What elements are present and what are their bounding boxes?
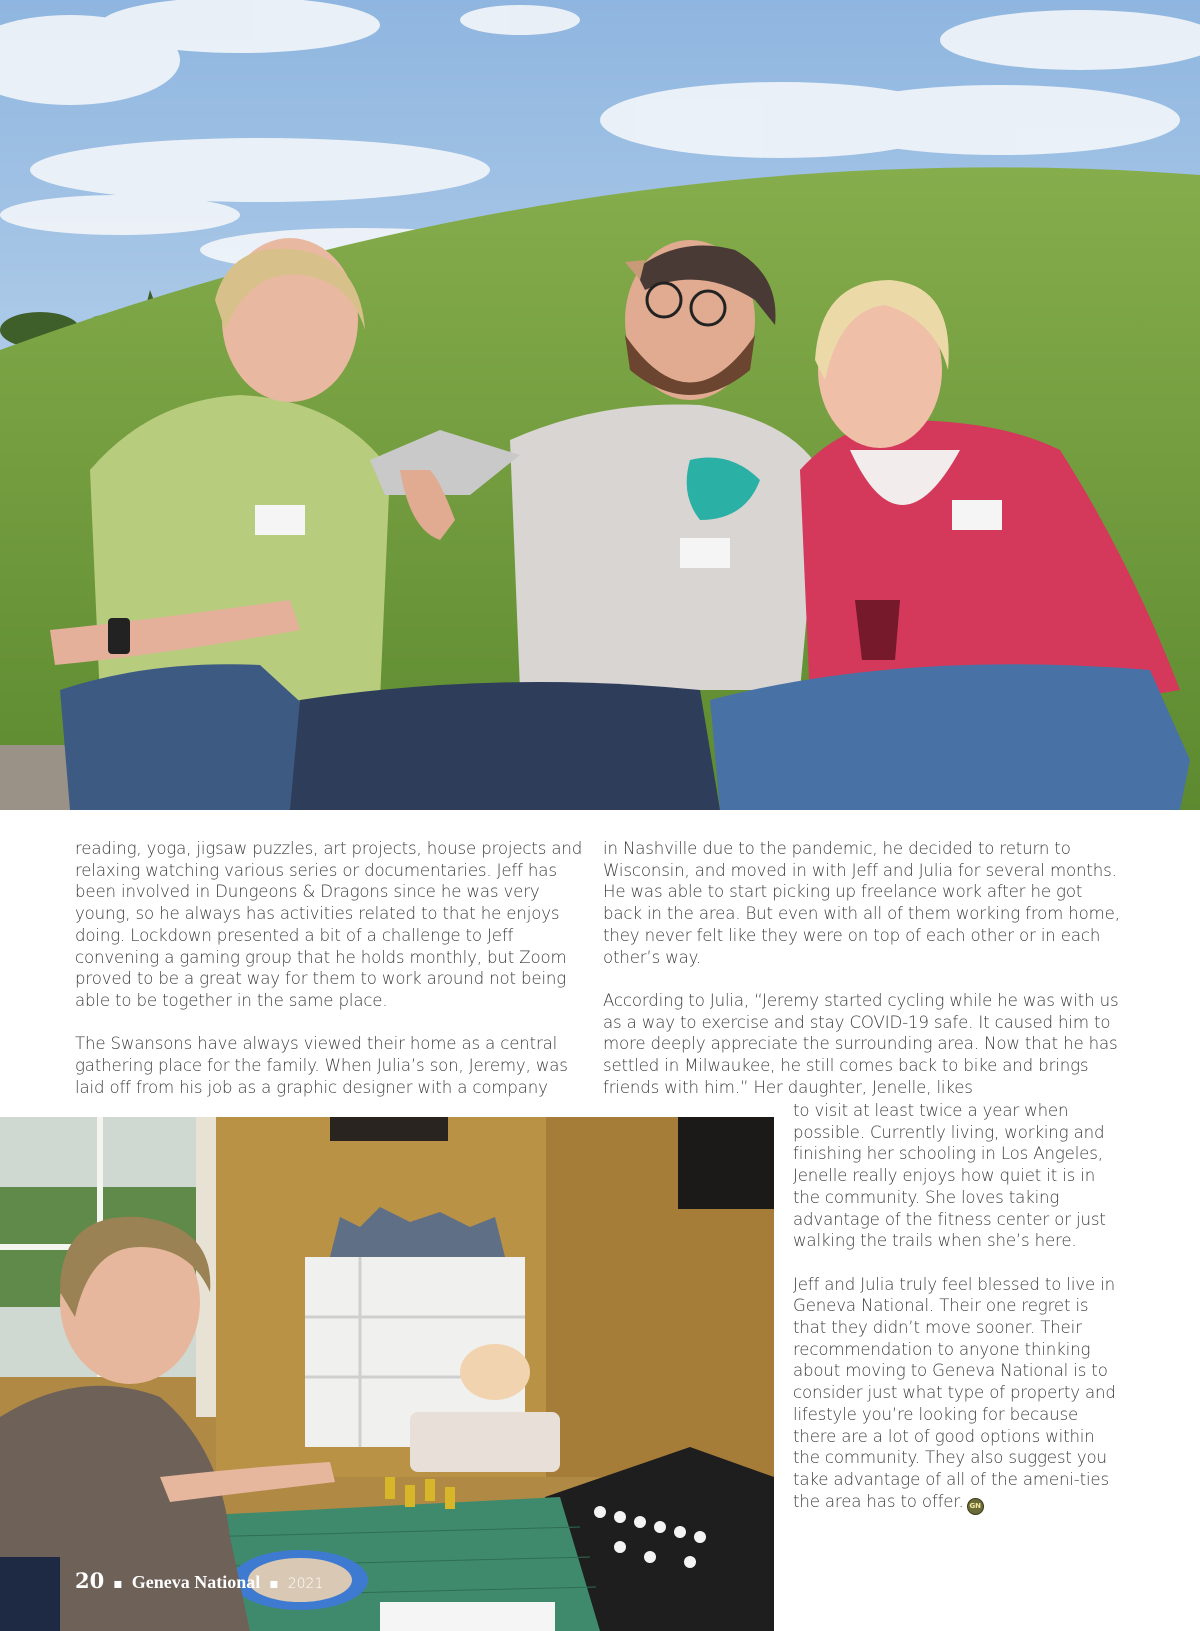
- magazine-name: Geneva National: [131, 1572, 261, 1592]
- bottom-photo: [0, 1117, 774, 1631]
- article-paragraph-final: [793, 1274, 1118, 1515]
- page-footer: [75, 1568, 323, 1598]
- gn-end-mark-icon: GN: [967, 1498, 984, 1515]
- bottom-photo-art: [0, 1117, 774, 1631]
- footer-separator: ▪: [269, 1576, 279, 1592]
- article-paragraph: to visit at least twice a year when possible. Currently living, working and finishing her schooling in Los Angeles, Jenelle really enjoys how quiet it is in the community. She loves taking advantage of the fitness center or just walking the trails when she’s here.: [793, 1101, 1106, 1251]
- article-paragraph: in Nashville due to the pandemic, he decided to return to Wisconsin, and moved in with Jeff and Julia for several months. He was able to start picking up freelance work after he got back in the area. But even with all of them working from home, they never felt like they were on top of each other or in each other’s way.: [603, 839, 1120, 967]
- article-column-right: [603, 838, 1121, 1120]
- top-photo-art: [0, 0, 1200, 810]
- footer-separator: ▪: [113, 1576, 123, 1592]
- article-final-text: Jeff and Julia truly feel blessed to live in Geneva National. Their one regret is that they didn’t move sooner. Their recommendation to anyone thinking about moving to Geneva National is to consider just what type of property and lifestyle you’re looking for because there are a lot of good options within the community. They also suggest you take advantage of all of the ameni-ties the area has to offer.: [793, 1274, 1116, 1511]
- article-paragraph: The Swansons have always viewed their home as a central gathering place for the family. When Julia’s son, Jeremy, was laid off from his job as a graphic designer with a company: [75, 1034, 568, 1097]
- issue-year: 2021: [287, 1576, 324, 1592]
- article-paragraph: reading, yoga, jigsaw puzzles, art projects, house projects and relaxing watching various series or documentaries. Jeff has been involved in Dungeons & Dragons since he was very young, so he always has activities related to that he enjoys doing. Lockdown presented a bit of a challenge to Jeff convening a gaming group that he holds monthly, but Zoom proved to be a great way for them to work around not being able to be together in the same place.: [75, 839, 583, 1010]
- article-column-narrow: [793, 1100, 1118, 1536]
- page-number: 20: [75, 1568, 105, 1593]
- article-paragraph: According to Julia, “Jeremy started cycling while he was with us as a way to exercise and stay COVID-19 safe. It caused him to more deeply appreciate the surrounding area. Now that he has settled in Milwaukee, he still comes back to bike and brings friends with him.” Her daughter, Jenelle, likes: [603, 990, 1119, 1097]
- article-column-left: [75, 838, 585, 1120]
- top-photo: [0, 0, 1200, 810]
